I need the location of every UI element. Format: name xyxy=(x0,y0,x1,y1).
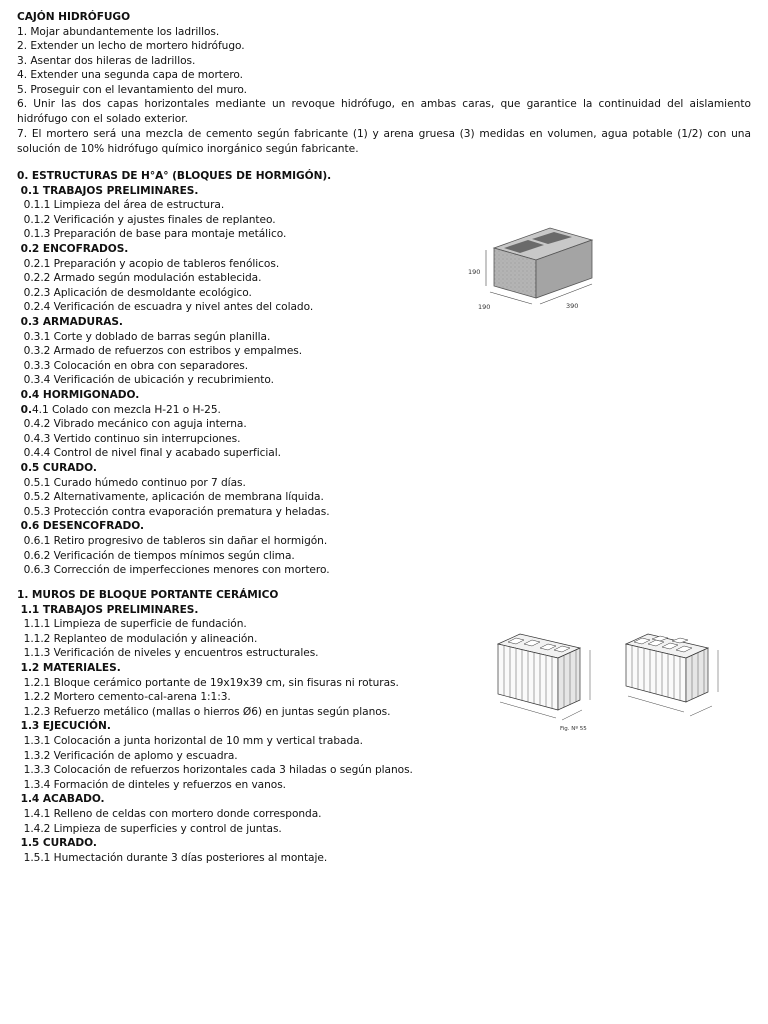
section0-item: 0.1.1 Limpieza del área de estructura. xyxy=(17,199,225,212)
section1-item: 1.1.3 Verificación de niveles y encuentros estructurales. xyxy=(17,647,319,660)
section0-item: 0.6.2 Verificación de tiempos mínimos según clima. xyxy=(17,549,295,562)
ceramic-caption: Fig. Nº 55 xyxy=(560,726,587,732)
section0-item: 0.3.2 Armado de refuerzos con estribos y empalmes. xyxy=(17,345,303,358)
section1-item: 1.1.1 Limpieza de superficie de fundación. xyxy=(17,618,247,631)
section1-item: 1.2.2 Mortero cemento-cal-arena 1:1:3. xyxy=(17,691,231,704)
cajon-step-7: 7. El mortero será una mezcla de cemento según fabricante (1) y arena gruesa (3) medidas en volumen, agua potable (1/2) con una solución de 10% hidrófugo químico inorgánico según fabricante. xyxy=(17,128,751,155)
section0-item: 0.3.1 Corte y doblado de barras según planilla. xyxy=(17,330,271,343)
section0-item: 0.4.4 Control de nivel final y acabado superficial. xyxy=(17,447,281,460)
section1-subheading: 1.3 EJECUCIÓN. xyxy=(17,720,111,733)
dim-length-label: 390 xyxy=(566,302,579,310)
section1-title: 1. MUROS DE BLOQUE PORTANTE CERÁMICO xyxy=(17,589,279,601)
section0-item: 0.1.3 Preparación de base para montaje metálico. xyxy=(17,228,287,241)
item-bold-prefix: 0. xyxy=(17,403,32,416)
section0-item: 0.6.1 Retiro progresivo de tableros sin dañar el hormigón. xyxy=(17,535,328,547)
section0-item: 0.5.2 Alternativamente, aplicación de membrana líquida. xyxy=(17,491,324,504)
section0-item: 0.2.2 Armado según modulación establecida. xyxy=(17,272,262,285)
concrete-block-figure xyxy=(466,226,596,318)
section0-subheading: 0.1 TRABAJOS PRELIMINARES. xyxy=(17,184,199,197)
item-text: 4.1 Colado con mezcla H-21 o H-25. xyxy=(31,403,221,416)
section0-item: 0.4.3 Vertido continuo sin interrupciones. xyxy=(17,432,241,445)
section0-item: 0.4.2 Vibrado mecánico con aguja interna. xyxy=(17,418,247,431)
ceramic-block-figure-right xyxy=(622,632,726,728)
dim-width-label: 190 xyxy=(478,303,491,311)
section1-item: 1.2.1 Bloque cerámico portante de 19x19x39 cm, sin fisuras ni roturas. xyxy=(17,676,399,689)
section1-item: 1.3.4 Formación de dinteles y refuerzos en vanos. xyxy=(17,778,286,791)
ceramic-block-figure-left xyxy=(494,632,598,734)
section0-subheading: 0.2 ENCOFRADOS. xyxy=(17,243,129,255)
section0-item: 0.6.3 Corrección de imperfecciones menores con mortero. xyxy=(17,564,330,577)
cajon-step-4: 4. Extender una segunda capa de mortero. xyxy=(17,69,243,82)
section1-item: 1.3.3 Colocación de refuerzos horizontales cada 3 hiladas o según planos. xyxy=(17,764,413,777)
section0-item: 0.3.4 Verificación de ubicación y recubrimiento. xyxy=(17,374,274,387)
section1-item: 1.3.2 Verificación de aplomo y escuadra. xyxy=(17,749,238,762)
section0-item: 0.1.2 Verificación y ajustes finales de replanteo. xyxy=(17,213,276,226)
section1-item: 1.4.1 Relleno de celdas con mortero donde corresponda. xyxy=(17,808,322,820)
section1-item: 1.3.1 Colocación a junta horizontal de 10 mm y vertical trabada. xyxy=(17,735,363,747)
section1-item: 1.2.3 Refuerzo metálico (mallas o hierros Ø6) en juntas según planos. xyxy=(17,705,391,718)
section0-item: 0.5.1 Curado húmedo continuo por 7 días. xyxy=(17,476,246,489)
cajon-step-2: 2. Extender un lecho de mortero hidrófugo. xyxy=(17,40,245,53)
cajon-step-1: 1. Mojar abundantemente los ladrillos. xyxy=(17,25,220,38)
section1-subheading: 1.4 ACABADO. xyxy=(17,793,105,806)
section1-subheading: 1.2 MATERIALES. xyxy=(17,662,121,674)
section0-item: 0.2.1 Preparación y acopio de tableros fenólicos. xyxy=(17,257,280,270)
section0-subheading: 0.4 HORMIGONADO. xyxy=(17,389,140,401)
section0-title: 0. ESTRUCTURAS DE H°A° (BLOQUES DE HORMIGÓN). xyxy=(17,170,332,182)
section0-item: 0.5.3 Protección contra evaporación prematura y heladas. xyxy=(17,505,330,518)
section0-item xyxy=(17,403,221,418)
section1-subheading: 1.1 TRABAJOS PRELIMINARES. xyxy=(17,603,199,616)
section0-subheading: 0.3 ARMADURAS. xyxy=(17,316,123,328)
cajon-title: CAJÓN HIDRÓFUGO xyxy=(17,11,131,23)
section0-subheading: 0.6 DESENCOFRADO. xyxy=(17,520,144,533)
dim-height-label: 190 xyxy=(468,268,481,276)
cajon-step-6: 6. Unir las dos capas horizontales mediante un revoque hidrófugo, en ambas caras, que garantice la continuidad del aislamiento hidrófugo con el solado exterior. xyxy=(17,98,751,125)
section1-subheading: 1.5 CURADO. xyxy=(17,837,97,850)
section0-subheading: 0.5 CURADO. xyxy=(17,462,97,474)
cajon-step-5: 5. Proseguir con el levantamiento del muro. xyxy=(17,84,247,96)
section1-item: 1.1.2 Replanteo de modulación y alineación. xyxy=(17,632,258,645)
section0-item: 0.2.3 Aplicación de desmoldante ecológico. xyxy=(17,286,252,299)
section0-item: 0.2.4 Verificación de escuadra y nivel antes del colado. xyxy=(17,301,314,314)
section1-item: 1.4.2 Limpieza de superficies y control de juntas. xyxy=(17,822,282,835)
section0-item: 0.3.3 Colocación en obra con separadores. xyxy=(17,359,249,372)
section1-item: 1.5.1 Humectación durante 3 días posteriores al montaje. xyxy=(17,851,328,864)
cajon-step-3: 3. Asentar dos hileras de ladrillos. xyxy=(17,54,196,67)
